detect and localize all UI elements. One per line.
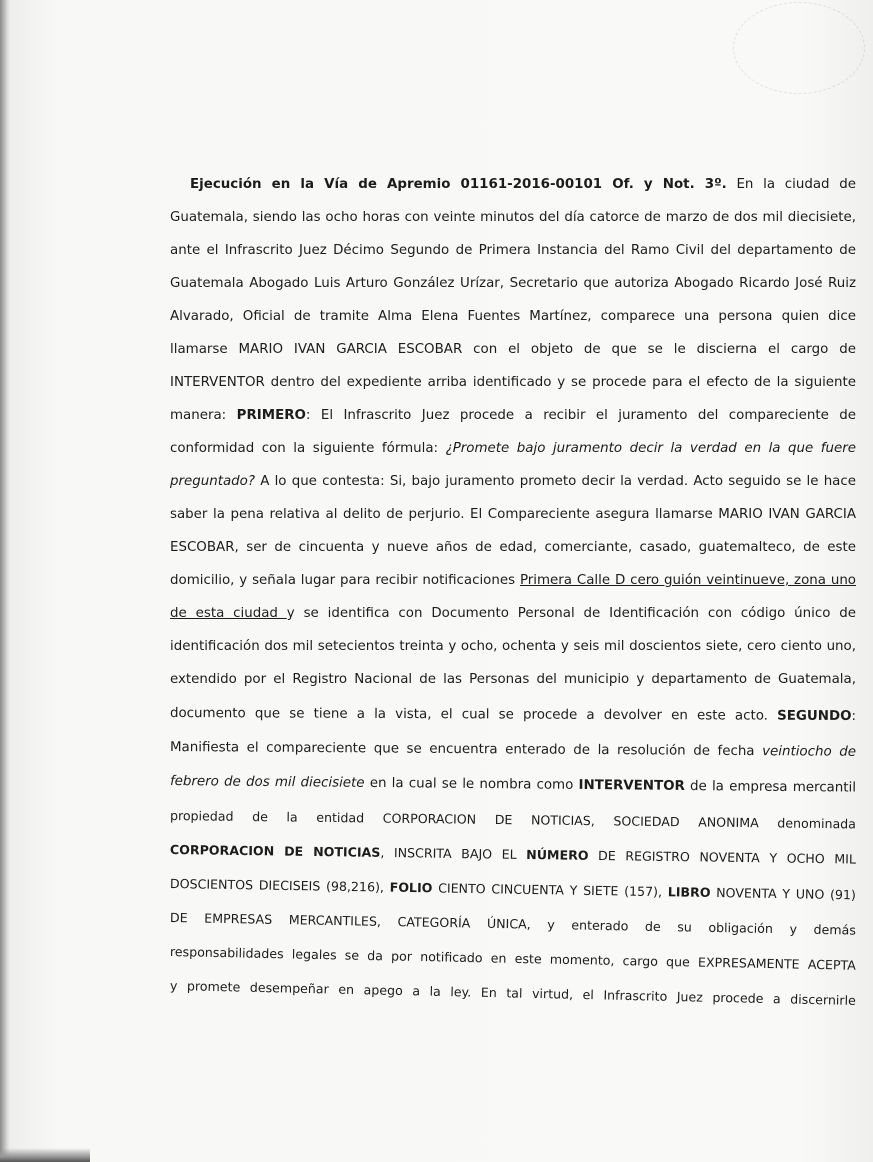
text-segment: ESCOBAR, ser de cincuenta y nueve años de edad, comerciante, casado, guatemalteco, de este [170,540,856,555]
text-line [170,465,856,498]
text-line [170,399,856,432]
bold-text: CORPORACION DE NOTICIAS [169,842,381,860]
text-line [170,697,856,733]
text-segment: DE REGISTRO NOVENTA Y OCHO MIL [588,847,857,867]
text-segment: Guatemala, siendo las ocho horas con veinte minutos del día catorce de marzo de dos mil diecisiete, [170,210,856,225]
bold-text: Ejecución en la Vía de Apremio 01161-2016-00101 Of. y Not. 3º. [190,177,727,192]
bold-text: INTERVENTOR [578,777,685,794]
text-line [170,597,856,630]
text-segment: responsabilidades legales se da por notificado en este momento, cargo que EXPRESAMENTE ACEPTA [169,944,857,973]
bold-text: SEGUNDO [777,708,852,724]
underlined-text: Primera Calle D cero guión veintinueve, zona uno [519,573,856,588]
underlined-text: de esta ciudad [170,606,287,621]
text-segment: En la ciudad de [726,177,856,192]
text-segment: , INSCRITA BAJO EL [380,844,527,862]
bold-text: NÚMERO [526,846,589,863]
text-segment: identificación dos mil setecientos treinta y ocho, ochenta y seis mil doscientos siete, cero ciento uno, [170,639,856,654]
scan-edge [0,0,10,1162]
text-segment: en la cual se le nombra como [364,775,579,793]
text-segment: : [851,708,857,724]
text-line [170,498,856,531]
text-segment: Manifiesta el compareciente que se encuentra enterado de la resolución de fecha [169,740,763,760]
text-segment: documento que se tiene a la vista, el cual se procede a devolver en este acto. [169,706,778,724]
text-line [170,630,856,663]
text-segment: DE EMPRESAS MERCANTILES, CATEGORÍA ÚNICA, y enterado de su obligación y demás [169,910,857,938]
text-segment: domicilio, y señala lugar para recibir notificaciones [170,573,520,588]
text-line [170,531,856,564]
document-body-text [169,168,857,1008]
text-segment: manera: [170,408,237,423]
text-line [170,168,856,201]
italic-text: preguntado? [170,474,255,489]
text-segment: Guatemala Abogado Luis Arturo González Urízar, Secretario que autoriza Abogado Ricardo José Ruiz [170,276,856,291]
text-segment: NOVENTA Y UNO (91) [710,884,857,903]
text-line [170,234,856,267]
italic-text: ¿Promete bajo juramento decir la verdad en la que fuere [445,441,856,456]
italic-text: febrero de dos mil diecisiete [169,774,365,791]
text-line [170,201,856,234]
text-line [170,432,856,465]
text-line [170,663,856,696]
text-segment: de la empresa mercantil [684,778,857,796]
text-segment: y promete desempeñar en apego a la ley. En tal virtud, el Infrascrito Juez procede a discernirle [169,978,857,1008]
text-segment: y se identifica con Documento Personal de Identificación con código único de [286,606,856,621]
faint-stamp-mark [733,2,865,94]
text-line [170,765,856,805]
text-segment: extendido por el Registro Nacional de las Personas del municipio y departamento de Guatemala, [170,672,856,687]
text-line [170,731,856,769]
text-line [170,366,856,399]
text-line [170,300,856,333]
text-segment: DOSCIENTOS DIECISEIS (98,216), [169,876,390,895]
bold-text: FOLIO [389,879,433,896]
text-segment: Alvarado, Oficial de tramite Alma Elena Fuentes Martínez, comparece una persona quien dice [170,309,856,324]
text-segment: llamarse MARIO IVAN GARCIA ESCOBAR con el objeto de que se le discierna el cargo de [170,342,856,357]
text-line [170,267,856,300]
bold-text: LIBRO [667,884,711,900]
text-segment: conformidad con la siguiente fórmula: [170,441,446,456]
text-segment: : El Infrascrito Juez procede a recibir el juramento del compareciente de [305,408,856,423]
text-segment: propiedad de la entidad CORPORACION DE NOTICIAS, SOCIEDAD ANONIMA denominada [169,808,857,832]
italic-text: veintiocho de [762,744,857,760]
text-segment: A lo que contesta: Si, bajo juramento prometo decir la verdad. Acto seguido se le hace [254,474,856,489]
text-line [170,564,856,597]
text-segment: saber la pena relativa al delito de perjurio. El Compareciente asegura llamarse MARIO IVAN GARCIA [170,507,856,522]
text-segment: INTERVENTOR dentro del expediente arriba identificado y se procede para el efecto de la siguiente [170,375,856,390]
bold-text: PRIMERO [236,408,306,423]
text-segment: ante el Infrascrito Juez Décimo Segundo de Primera Instancia del Ramo Civil del departamento de [170,243,856,258]
scan-shadow [0,1148,90,1162]
text-line [170,333,856,366]
text-segment: CIENTO CINCUENTA Y SIETE (157), [432,880,668,900]
